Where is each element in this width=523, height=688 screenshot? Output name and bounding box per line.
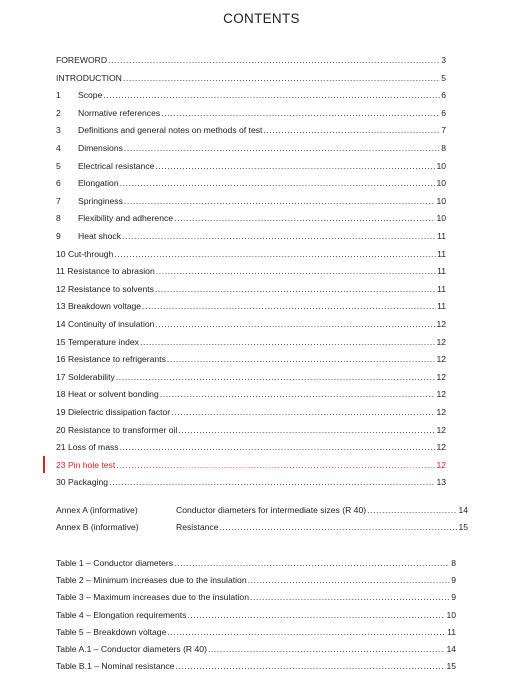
toc-leader-dots <box>116 371 436 384</box>
toc-leader-dots <box>167 626 446 639</box>
toc-entry[interactable] <box>56 459 446 472</box>
toc-leader-dots <box>109 476 435 489</box>
toc-entry[interactable] <box>56 248 446 261</box>
toc-leader-dots <box>187 609 445 622</box>
toc-leader-dots <box>155 283 436 296</box>
toc-entry-page: 11 <box>437 301 446 312</box>
toc-entry-label: 23 Pin hole test <box>56 459 116 470</box>
toc-leader-dots <box>155 318 435 331</box>
toc-leader-dots <box>220 521 458 534</box>
toc-leader-dots <box>120 441 436 454</box>
toc-leader-dots <box>263 124 440 137</box>
toc-entry-label: Dimensions <box>78 143 123 153</box>
toc-leader-dots <box>122 230 436 243</box>
table-entry-page: 11 <box>447 626 456 637</box>
toc-entry-label: 21 Loss of mass <box>56 442 119 453</box>
toc-leader-dots <box>161 107 440 120</box>
table-entry-page: 9 <box>451 575 456 586</box>
toc-entry[interactable] <box>56 212 446 225</box>
toc-entry-label: 13 Breakdown voltage <box>56 301 142 312</box>
toc-entry-number: 3 <box>56 125 61 136</box>
toc-leader-dots <box>171 406 435 419</box>
toc-leader-dots <box>155 160 435 173</box>
toc-entry-number: 2 <box>56 107 61 118</box>
toc-entry-label: 19 Dielectric dissipation factor <box>56 407 171 417</box>
toc-entry[interactable] <box>56 424 446 437</box>
page-title: CONTENTS <box>223 11 300 26</box>
toc-entry-label: Scope <box>78 90 103 101</box>
table-entry[interactable] <box>56 574 456 587</box>
toc-entry-page: 12 <box>436 459 446 470</box>
toc-leader-dots <box>120 177 436 190</box>
toc-entry-page: 3 <box>441 55 446 65</box>
toc-leader-dots <box>174 212 435 225</box>
table-entry[interactable] <box>56 643 456 656</box>
toc-entry-page: 5 <box>441 72 446 83</box>
toc-entry-page: 12 <box>436 354 446 365</box>
toc-entry-page: 10 <box>436 213 446 224</box>
toc-entry[interactable] <box>56 406 446 419</box>
toc-entry-page: 11 <box>437 231 446 241</box>
annex-entry-tag: Annex B (informative) <box>56 522 139 532</box>
toc-entry-page: 13 <box>436 477 446 488</box>
table-entry[interactable] <box>56 557 456 570</box>
toc-entry-page: 11 <box>437 283 446 294</box>
toc-entry[interactable] <box>56 353 446 366</box>
table-entry-label: Table 4 – Elongation requirements <box>56 609 187 620</box>
toc-leader-dots <box>123 72 440 85</box>
annex-entry[interactable] <box>56 504 468 517</box>
table-entry[interactable] <box>56 660 456 673</box>
annex-entry-label: Resistance <box>176 522 219 532</box>
toc-entry-label: Normative references <box>78 107 161 118</box>
change-marker <box>43 456 45 473</box>
toc-entry-page: 12 <box>436 336 446 347</box>
toc-entry[interactable] <box>56 54 446 67</box>
toc-entry-label: Definitions and general notes on methods of test <box>78 125 263 136</box>
toc-entry[interactable] <box>56 160 446 173</box>
toc-entry[interactable] <box>56 142 446 155</box>
toc-entry[interactable] <box>56 441 446 454</box>
toc-entry[interactable] <box>56 336 446 349</box>
toc-leader-dots <box>250 591 450 604</box>
toc-entry-label: 15 Temperature index <box>56 336 139 347</box>
toc-leader-dots <box>175 660 445 673</box>
toc-entry-number: 6 <box>56 178 61 189</box>
toc-leader-dots <box>114 248 436 261</box>
toc-entry-label: 20 Resistance to transformer oil <box>56 424 178 435</box>
table-entry-page: 10 <box>446 609 456 620</box>
toc-entry-page: 12 <box>436 407 446 417</box>
toc-entry[interactable] <box>56 388 446 401</box>
toc-entry-page: 7 <box>441 125 446 136</box>
toc-entry[interactable] <box>56 300 446 313</box>
toc-entry-label: 17 Solderability <box>56 371 115 382</box>
toc-entry-page: 10 <box>436 178 446 189</box>
table-entry-page: 8 <box>451 558 456 568</box>
table-entry-page: 9 <box>451 592 456 603</box>
toc-entry-label: Heat shock <box>78 231 121 241</box>
toc-list <box>56 54 446 488</box>
toc-entry-label: 30 Packaging <box>56 477 109 488</box>
annex-entry[interactable] <box>56 521 468 534</box>
toc-entry-label: 16 Resistance to refrigerants <box>56 354 166 365</box>
toc-entry-label: Springiness <box>78 195 123 206</box>
toc-leader-dots <box>167 353 436 366</box>
toc-entry[interactable] <box>56 124 446 137</box>
toc-entry[interactable] <box>56 195 446 208</box>
toc-entry[interactable] <box>56 89 446 102</box>
toc-entry-label: 10 Cut-through <box>56 248 114 259</box>
toc-entry-number: 7 <box>56 195 61 206</box>
toc-entry-number: 8 <box>56 213 61 224</box>
table-list <box>56 557 456 677</box>
toc-entry-page: 10 <box>436 160 446 171</box>
table-entry-label: Table 1 – Conductor diameters <box>56 558 174 568</box>
toc-leader-dots <box>124 195 436 208</box>
annex-entry-page: 15 <box>458 522 468 532</box>
table-entry[interactable] <box>56 609 456 622</box>
toc-leader-dots <box>160 388 436 401</box>
toc-entry[interactable] <box>56 318 446 331</box>
toc-entry-number: 4 <box>56 143 61 153</box>
toc-entry-label: Flexibility and adherence <box>78 213 174 224</box>
toc-entry-label: 12 Resistance to solvents <box>56 283 154 294</box>
table-entry-label: Table 2 – Minimum increases due to the insulation <box>56 575 247 586</box>
toc-entry[interactable] <box>56 107 446 120</box>
toc-entry-number: 5 <box>56 160 61 171</box>
toc-entry[interactable] <box>56 283 446 296</box>
toc-entry-label: 14 Continuity of insulation <box>56 319 155 329</box>
table-entry-page: 14 <box>446 644 456 654</box>
toc-entry-label: Electrical resistance <box>78 160 155 171</box>
table-entry[interactable] <box>56 591 456 604</box>
table-entry[interactable] <box>56 626 456 639</box>
toc-entry-label: Elongation <box>78 178 119 189</box>
table-entry-label: Table B.1 – Nominal resistance <box>56 661 175 672</box>
toc-leader-dots <box>178 424 435 437</box>
toc-leader-dots <box>208 643 445 656</box>
toc-entry-number: 1 <box>56 90 61 101</box>
toc-leader-dots <box>248 574 451 587</box>
table-entry-label: Table A.1 – Conductor diameters (R 40) <box>56 644 207 654</box>
toc-entry-label: FOREWORD <box>56 55 108 65</box>
annex-entry-label: Conductor diameters for intermediate sizes (R 40) <box>176 505 367 515</box>
toc-entry-page: 8 <box>441 143 446 153</box>
toc-entry-page: 6 <box>441 90 446 101</box>
toc-entry[interactable] <box>56 230 446 243</box>
toc-entry-page: 10 <box>436 195 446 206</box>
table-entry-page: 15 <box>446 661 456 672</box>
annex-entry-tag: Annex A (informative) <box>56 505 138 515</box>
toc-entry-label: INTRODUCTION <box>56 72 122 83</box>
toc-entry-page: 11 <box>437 248 446 259</box>
toc-leader-dots <box>108 54 440 67</box>
toc-entry-page: 12 <box>436 371 446 382</box>
table-entry-label: Table 5 – Breakdown voltage <box>56 626 167 637</box>
toc-entry[interactable] <box>56 177 446 190</box>
toc-entry-label: 11 Resistance to abrasion <box>56 266 155 277</box>
toc-leader-dots <box>103 89 440 102</box>
toc-leader-dots <box>174 557 450 570</box>
toc-entry-page: 12 <box>436 389 446 400</box>
toc-entry-number: 9 <box>56 231 61 241</box>
toc-entry[interactable] <box>56 476 446 489</box>
toc-entry[interactable] <box>56 371 446 384</box>
toc-entry[interactable] <box>56 265 446 278</box>
annex-entry-page: 14 <box>458 505 468 515</box>
toc-leader-dots <box>142 300 436 313</box>
toc-leader-dots <box>367 504 457 517</box>
toc-leader-dots <box>124 142 440 155</box>
toc-entry-page: 11 <box>437 266 446 277</box>
toc-entry-page: 12 <box>436 424 446 435</box>
toc-leader-dots <box>156 265 436 278</box>
toc-entry-page: 6 <box>441 107 446 118</box>
toc-leader-dots <box>140 336 435 349</box>
toc-entry-label: 18 Heat or solvent bonding <box>56 389 159 400</box>
annex-list <box>56 504 468 536</box>
toc-entry[interactable] <box>56 72 446 85</box>
toc-leader-dots <box>116 459 435 472</box>
toc-entry-page: 12 <box>436 319 446 329</box>
toc-entry-page: 12 <box>436 442 446 453</box>
table-entry-label: Table 3 – Maximum increases due to the insulation <box>56 592 249 603</box>
